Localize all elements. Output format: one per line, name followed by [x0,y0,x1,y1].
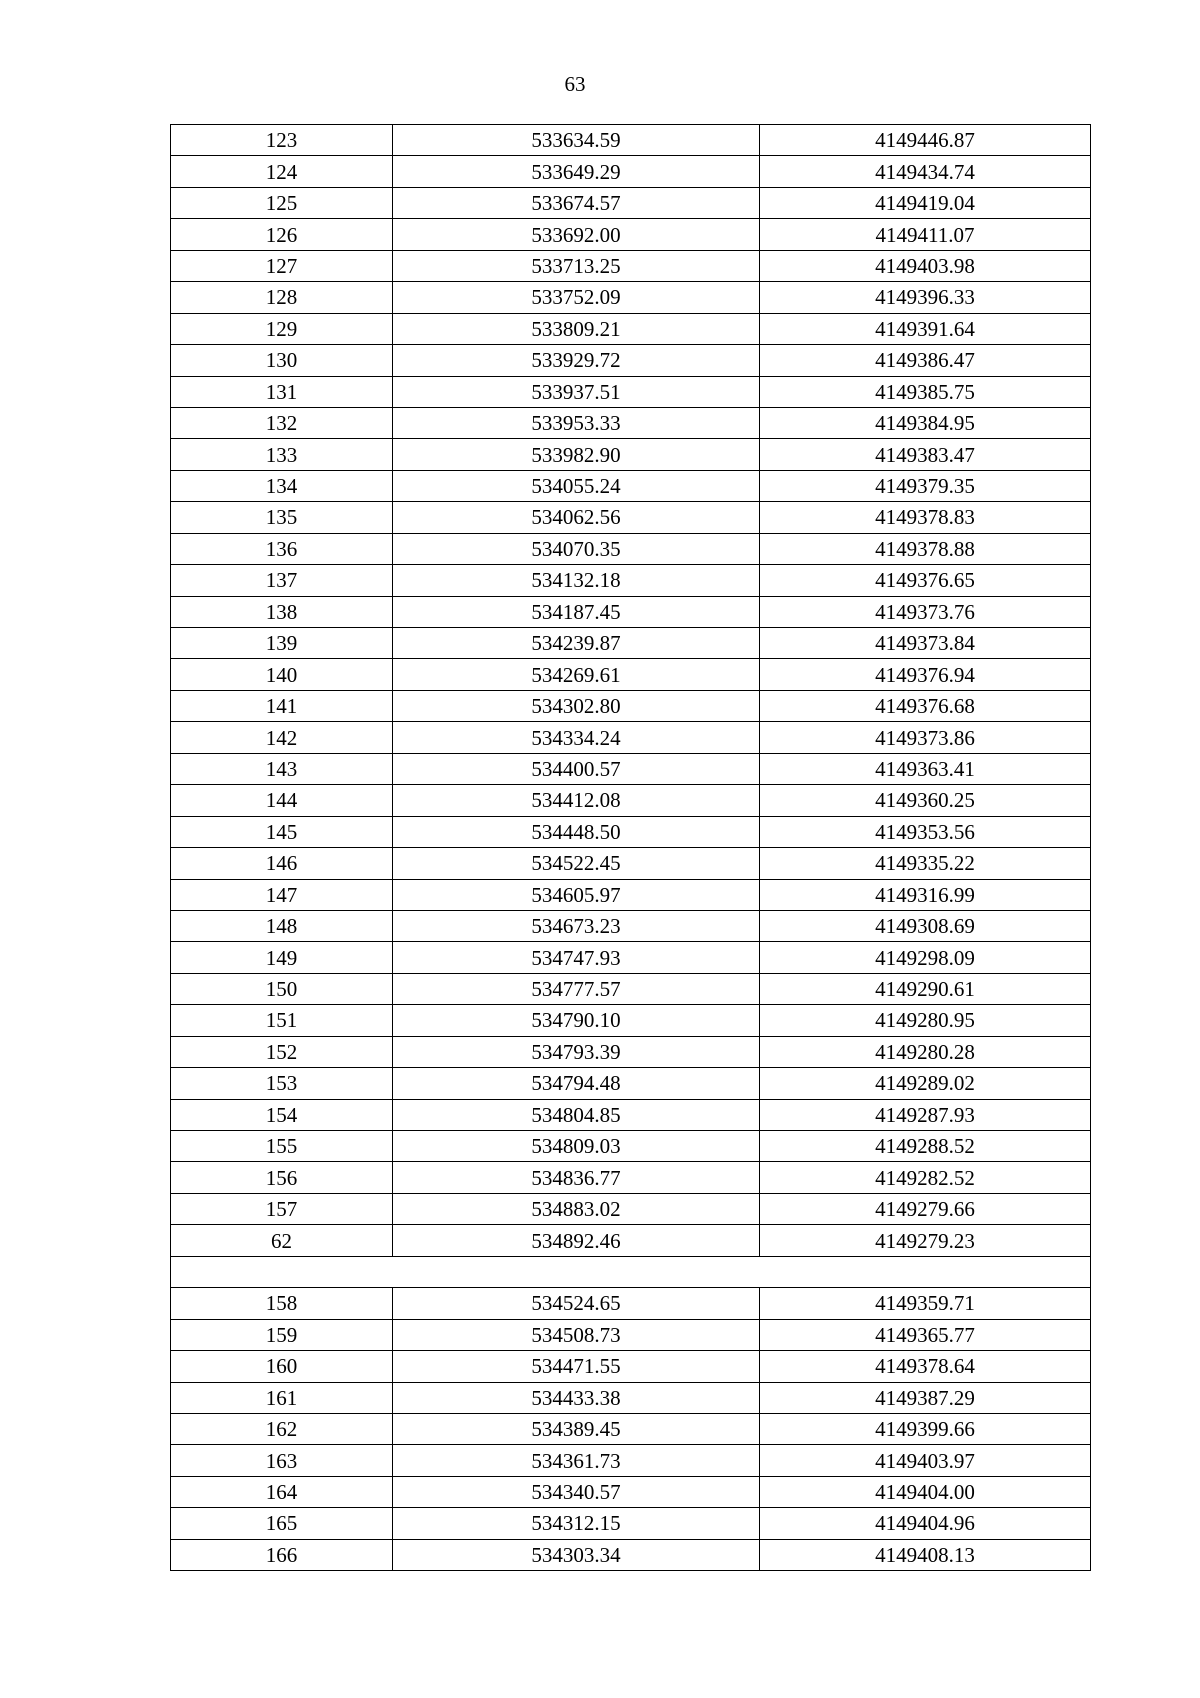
y-coordinate-cell: 4149378.88 [760,533,1091,564]
table-row [171,502,1091,533]
x-coordinate-cell: 534747.93 [393,942,760,973]
y-coordinate-cell: 4149363.41 [760,753,1091,784]
point-number-cell: 125 [171,187,393,218]
point-number-cell: 152 [171,1036,393,1067]
table-row [171,1413,1091,1444]
table-row [171,1193,1091,1224]
point-number-cell: 145 [171,816,393,847]
table-row [171,565,1091,596]
point-number-cell: 155 [171,1131,393,1162]
x-coordinate-cell: 534804.85 [393,1099,760,1130]
point-number-cell: 123 [171,125,393,156]
y-coordinate-cell: 4149279.66 [760,1193,1091,1224]
y-coordinate-cell: 4149280.95 [760,1005,1091,1036]
y-coordinate-cell: 4149434.74 [760,156,1091,187]
x-coordinate-cell: 534239.87 [393,628,760,659]
y-coordinate-cell: 4149378.64 [760,1351,1091,1382]
table-row [171,1539,1091,1570]
table-row [171,125,1091,156]
point-number-cell: 130 [171,345,393,376]
y-coordinate-cell: 4149404.00 [760,1476,1091,1507]
x-coordinate-cell: 534302.80 [393,690,760,721]
table-row [171,439,1091,470]
x-coordinate-cell: 534836.77 [393,1162,760,1193]
x-coordinate-cell: 533809.21 [393,313,760,344]
table-row [171,942,1091,973]
y-coordinate-cell: 4149298.09 [760,942,1091,973]
group-separator [171,1256,1091,1287]
y-coordinate-cell: 4149360.25 [760,785,1091,816]
table-row [171,407,1091,438]
table-row [171,1445,1091,1476]
y-coordinate-cell: 4149387.29 [760,1382,1091,1413]
x-coordinate-cell: 534187.45 [393,596,760,627]
x-coordinate-cell: 534794.48 [393,1068,760,1099]
x-coordinate-cell: 534777.57 [393,973,760,1004]
y-coordinate-cell: 4149408.13 [760,1539,1091,1570]
x-coordinate-cell: 534508.73 [393,1319,760,1350]
x-coordinate-cell: 534334.24 [393,722,760,753]
table-row [171,785,1091,816]
y-coordinate-cell: 4149373.84 [760,628,1091,659]
point-number-cell: 127 [171,250,393,281]
x-coordinate-cell: 534790.10 [393,1005,760,1036]
x-coordinate-cell: 534132.18 [393,565,760,596]
point-number-cell: 148 [171,910,393,941]
table-row [171,376,1091,407]
table-row [171,313,1091,344]
table-row [171,1005,1091,1036]
table-row [171,1382,1091,1413]
table-row [171,1476,1091,1507]
point-number-cell: 131 [171,376,393,407]
y-coordinate-cell: 4149289.02 [760,1068,1091,1099]
table-row [171,250,1091,281]
point-number-cell: 157 [171,1193,393,1224]
separator-cell [171,1256,1091,1287]
y-coordinate-cell: 4149446.87 [760,125,1091,156]
y-coordinate-cell: 4149378.83 [760,502,1091,533]
x-coordinate-cell: 534793.39 [393,1036,760,1067]
y-coordinate-cell: 4149383.47 [760,439,1091,470]
table-row [171,690,1091,721]
x-coordinate-cell: 533634.59 [393,125,760,156]
x-coordinate-cell: 534883.02 [393,1193,760,1224]
table-row [171,910,1091,941]
y-coordinate-cell: 4149353.56 [760,816,1091,847]
x-coordinate-cell: 534400.57 [393,753,760,784]
table-row [171,1288,1091,1319]
x-coordinate-cell: 534524.65 [393,1288,760,1319]
point-number-cell: 162 [171,1413,393,1444]
coordinates-table [170,124,1091,1571]
table-row [171,1319,1091,1350]
point-number-cell: 133 [171,439,393,470]
table-row [171,848,1091,879]
y-coordinate-cell: 4149384.95 [760,407,1091,438]
x-coordinate-cell: 534269.61 [393,659,760,690]
x-coordinate-cell: 534522.45 [393,848,760,879]
table-row [171,753,1091,784]
x-coordinate-cell: 534340.57 [393,1476,760,1507]
point-number-cell: 139 [171,628,393,659]
point-number-cell: 137 [171,565,393,596]
point-number-cell: 166 [171,1539,393,1570]
y-coordinate-cell: 4149376.68 [760,690,1091,721]
table-row [171,1508,1091,1539]
x-coordinate-cell: 534605.97 [393,879,760,910]
x-coordinate-cell: 534892.46 [393,1225,760,1256]
coordinates-group-2 [171,1288,1091,1571]
point-number-cell: 156 [171,1162,393,1193]
table-row [171,219,1091,250]
x-coordinate-cell: 534055.24 [393,470,760,501]
y-coordinate-cell: 4149379.35 [760,470,1091,501]
x-coordinate-cell: 534448.50 [393,816,760,847]
point-number-cell: 160 [171,1351,393,1382]
point-number-cell: 132 [171,407,393,438]
y-coordinate-cell: 4149376.65 [760,565,1091,596]
y-coordinate-cell: 4149280.28 [760,1036,1091,1067]
table-row [171,1162,1091,1193]
point-number-cell: 124 [171,156,393,187]
y-coordinate-cell: 4149308.69 [760,910,1091,941]
table-row [171,816,1091,847]
y-coordinate-cell: 4149287.93 [760,1099,1091,1130]
point-number-cell: 129 [171,313,393,344]
x-coordinate-cell: 533692.00 [393,219,760,250]
y-coordinate-cell: 4149399.66 [760,1413,1091,1444]
y-coordinate-cell: 4149391.64 [760,313,1091,344]
y-coordinate-cell: 4149419.04 [760,187,1091,218]
point-number-cell: 150 [171,973,393,1004]
point-number-cell: 135 [171,502,393,533]
table-row [171,1225,1091,1256]
point-number-cell: 143 [171,753,393,784]
x-coordinate-cell: 534361.73 [393,1445,760,1476]
table-row [171,1068,1091,1099]
y-coordinate-cell: 4149386.47 [760,345,1091,376]
point-number-cell: 136 [171,533,393,564]
table-row [171,659,1091,690]
x-coordinate-cell: 533649.29 [393,156,760,187]
x-coordinate-cell: 534303.34 [393,1539,760,1570]
table-row [171,1099,1091,1130]
table-row [171,345,1091,376]
table-row [171,470,1091,501]
y-coordinate-cell: 4149316.99 [760,879,1091,910]
y-coordinate-cell: 4149411.07 [760,219,1091,250]
table-row [171,1351,1091,1382]
x-coordinate-cell: 534471.55 [393,1351,760,1382]
x-coordinate-cell: 533937.51 [393,376,760,407]
y-coordinate-cell: 4149373.76 [760,596,1091,627]
y-coordinate-cell: 4149404.96 [760,1508,1091,1539]
y-coordinate-cell: 4149365.77 [760,1319,1091,1350]
table-row [171,156,1091,187]
x-coordinate-cell: 534389.45 [393,1413,760,1444]
point-number-cell: 164 [171,1476,393,1507]
y-coordinate-cell: 4149376.94 [760,659,1091,690]
x-coordinate-cell: 534809.03 [393,1131,760,1162]
x-coordinate-cell: 534312.15 [393,1508,760,1539]
table-row [171,973,1091,1004]
y-coordinate-cell: 4149282.52 [760,1162,1091,1193]
y-coordinate-cell: 4149279.23 [760,1225,1091,1256]
table-row [171,1131,1091,1162]
point-number-cell: 126 [171,219,393,250]
point-number-cell: 158 [171,1288,393,1319]
table-row [171,628,1091,659]
point-number-cell: 151 [171,1005,393,1036]
point-number-cell: 62 [171,1225,393,1256]
y-coordinate-cell: 4149335.22 [760,848,1091,879]
x-coordinate-cell: 533929.72 [393,345,760,376]
point-number-cell: 147 [171,879,393,910]
table-row [171,596,1091,627]
x-coordinate-cell: 534070.35 [393,533,760,564]
y-coordinate-cell: 4149396.33 [760,282,1091,313]
point-number-cell: 159 [171,1319,393,1350]
x-coordinate-cell: 533752.09 [393,282,760,313]
coordinates-group-1 [171,125,1091,1257]
point-number-cell: 153 [171,1068,393,1099]
y-coordinate-cell: 4149373.86 [760,722,1091,753]
point-number-cell: 149 [171,942,393,973]
point-number-cell: 161 [171,1382,393,1413]
point-number-cell: 146 [171,848,393,879]
y-coordinate-cell: 4149403.97 [760,1445,1091,1476]
table-row [171,1036,1091,1067]
table-row [171,282,1091,313]
x-coordinate-cell: 534673.23 [393,910,760,941]
point-number-cell: 154 [171,1099,393,1130]
point-number-cell: 141 [171,690,393,721]
point-number-cell: 165 [171,1508,393,1539]
y-coordinate-cell: 4149403.98 [760,250,1091,281]
separator-row [171,1256,1091,1287]
y-coordinate-cell: 4149359.71 [760,1288,1091,1319]
y-coordinate-cell: 4149385.75 [760,376,1091,407]
point-number-cell: 134 [171,470,393,501]
page-number: 63 [564,72,586,96]
point-number-cell: 140 [171,659,393,690]
table-row [171,533,1091,564]
table-row [171,879,1091,910]
x-coordinate-cell: 533953.33 [393,407,760,438]
point-number-cell: 163 [171,1445,393,1476]
table-row [171,722,1091,753]
x-coordinate-cell: 534433.38 [393,1382,760,1413]
point-number-cell: 142 [171,722,393,753]
x-coordinate-cell: 533674.57 [393,187,760,218]
point-number-cell: 144 [171,785,393,816]
table-row [171,187,1091,218]
point-number-cell: 128 [171,282,393,313]
y-coordinate-cell: 4149290.61 [760,973,1091,1004]
x-coordinate-cell: 534412.08 [393,785,760,816]
x-coordinate-cell: 534062.56 [393,502,760,533]
x-coordinate-cell: 533982.90 [393,439,760,470]
x-coordinate-cell: 533713.25 [393,250,760,281]
y-coordinate-cell: 4149288.52 [760,1131,1091,1162]
point-number-cell: 138 [171,596,393,627]
